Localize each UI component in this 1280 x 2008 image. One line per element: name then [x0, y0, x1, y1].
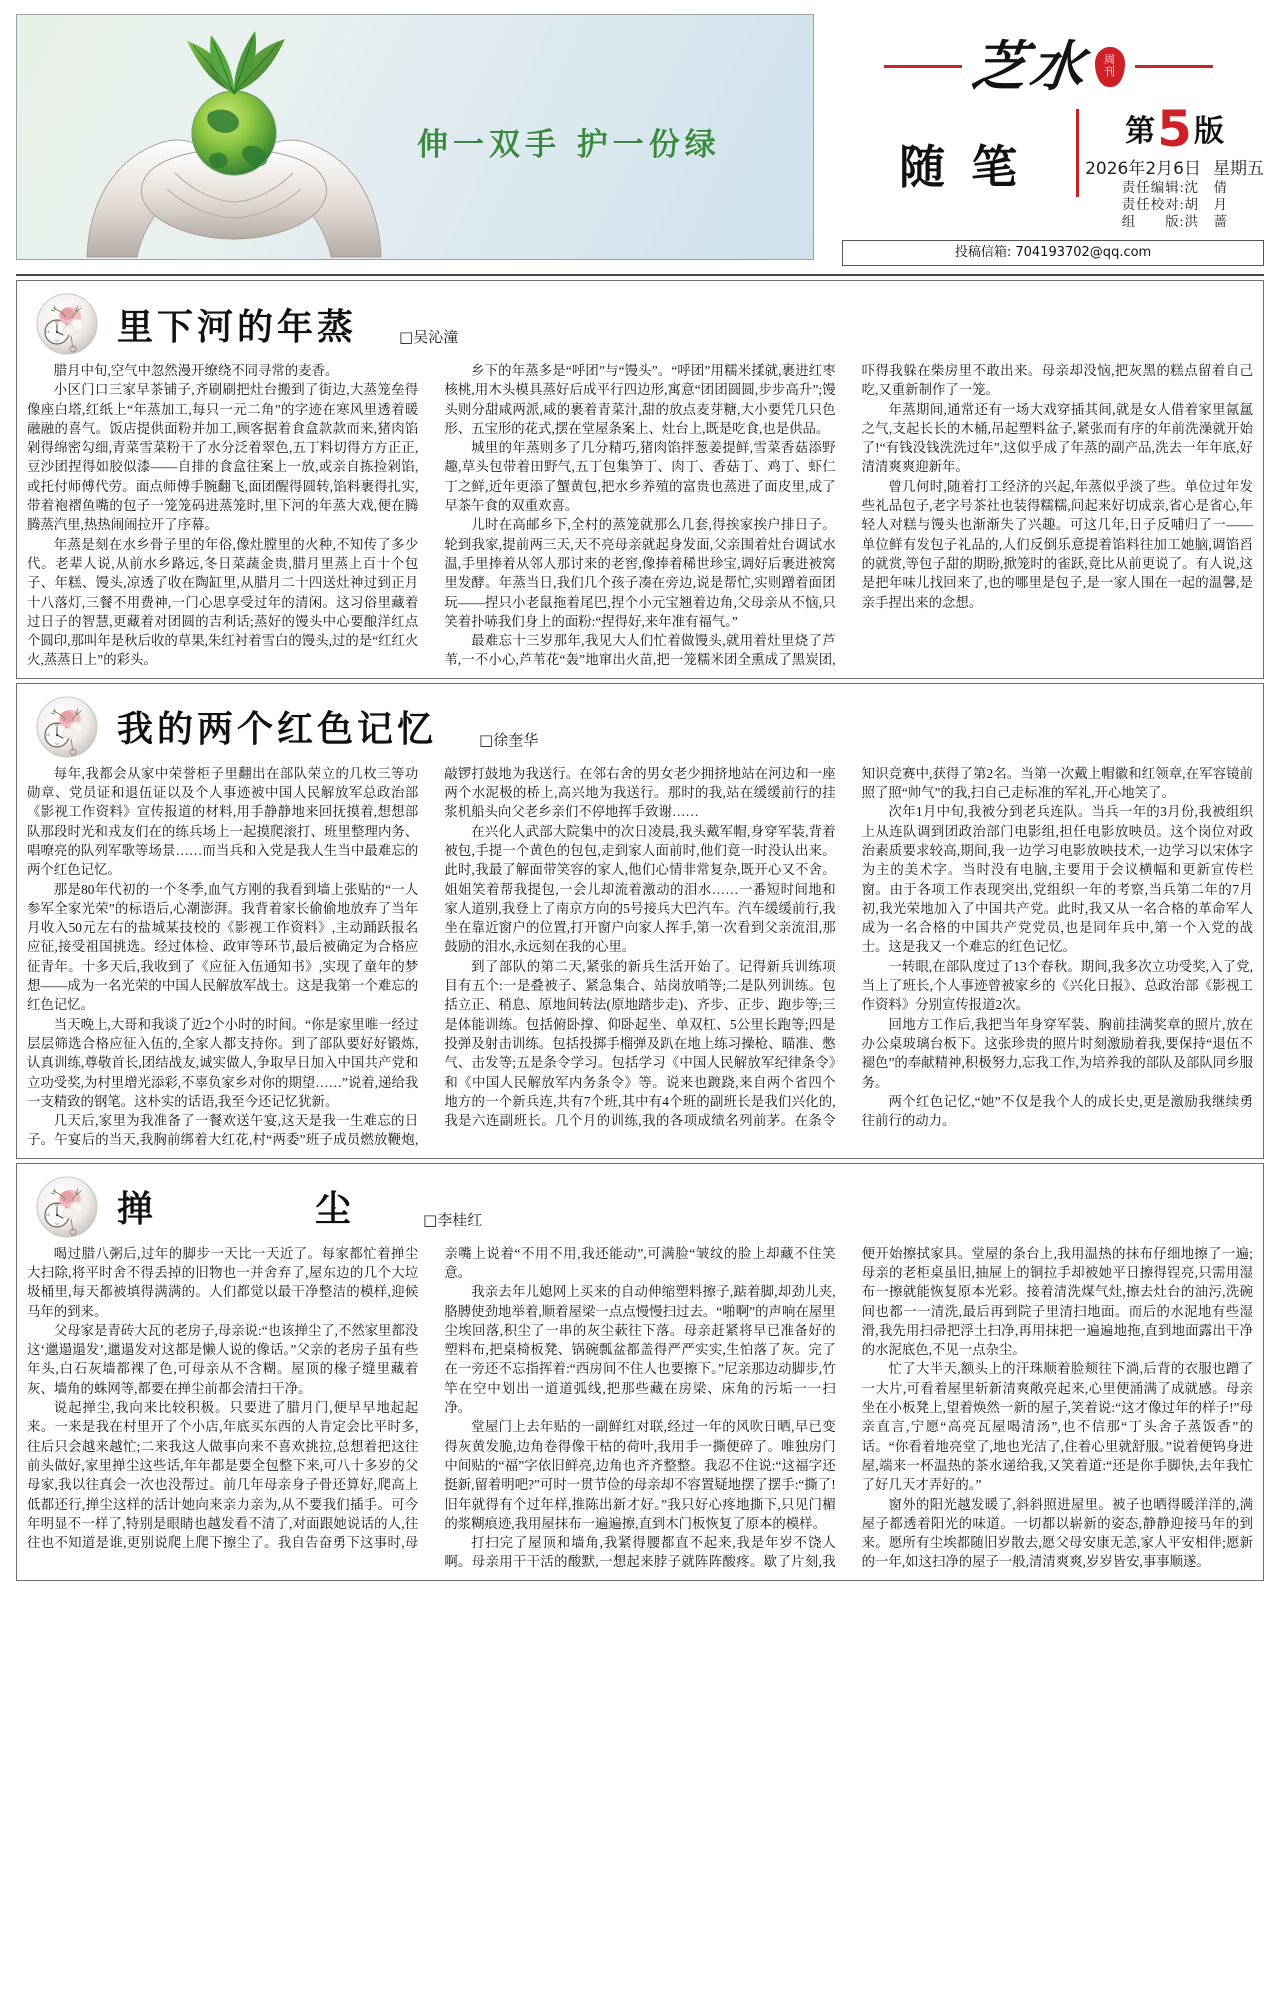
- issue-suffix: 版: [1193, 114, 1224, 149]
- paragraph: 年蒸是刻在水乡骨子里的年俗,像灶膛里的火种,不知传了多少代。老辈人说,从前水乡路远,冬日菜蔬金贵,腊月里蒸上百十个包子、年糕、馒头,凉透了收在陶缸里,从腊月二十四送灶神过到正月十八落灯,三餐不用费神,一门心思享受过年的清闲。这习俗里藏着过日子的智慧,更藏着对团圆的吉利话;蒸好的馒头中心要酿洋红点个圆印,那叫年是秋后收的草果,朱红衬着雪白的馒头,过的是“红红火火,蒸蒸日上”的彩头。: [27, 536, 419, 668]
- submission-mailbox[interactable]: 投稿信箱: 704193702@qq.com: [842, 240, 1264, 266]
- paragraph: 儿时在高邮乡下,全村的蒸笼就那么几套,得挨家挨户排日子。轮到我家,提前两三天,天不亮母亲就起身发面,父亲围着灶台调试水温,手里捧着从邻人那讨来的老窖,像捧着稀世珍宝,调好后裹进被窝里发酵。年蒸当日,我们几个孩子凑在旁边,说是帮忙,实则蹭着面团玩——捏只小老鼠拖着尾巴,捏个小元宝翘着边角,父母亲从不恼,只笑着扑哧我们身上的面粉:“捏得好,来年准有福气。”: [444, 517, 836, 629]
- article-frame-2: [16, 683, 1264, 1159]
- publication-date-line: [1085, 154, 1264, 179]
- issue-line: [1085, 100, 1264, 158]
- paragraph: 窗外的阳光越发暖了,斜斜照进屋里。被子也晒得暖洋洋的,满屋子都透着阳光的味道。一切都以崭新的姿态,静静迎接马年的到来。愿所有尘埃都随旧岁散去,愿父母安康无恙,家人平安相伴;愿新的一年,如这扫净的屋子一般,清清爽爽,岁岁皆安,事事顺遂。: [861, 1496, 1253, 1570]
- issue-prefix: 第: [1125, 114, 1156, 149]
- svg-text:XII: XII: [54, 320, 60, 324]
- clock-flower-icon: [35, 1175, 99, 1239]
- issue-number: 5: [1157, 100, 1192, 158]
- article-3-title: 掸 尘: [117, 1189, 382, 1231]
- article-2-byline: □徐奎华: [479, 730, 539, 749]
- article-frame-3: [16, 1163, 1264, 1581]
- paragraph: 几天后,家里为我准备了一餐欢送午宴,这天是我一生难忘的日子。午宴后的当天,我胸前绑着大红花,村“两委”班子成员燃放鞭炮,敲锣打鼓地为我送行。在邻右舍的男女老少拥挤地站在河边和一座两个水泥极的桥上,高兴地为我送行。那时的我,站在缓缓前行的挂浆机船头向父老乡亲们不停地挥手致谢……: [27, 765, 836, 1148]
- paragraph: 在兴化人武部大院集中的次日凌晨,我头戴军帽,身穿军装,背着被包,手提一个黄色的包包,走到家人面前时,他们竟一时没认出来。此时,我最了解面带笑容的家人,他们心情非常复杂,既开心又不舍。姐姐笑着帮我提包,一会儿却流着激动的泪水……一番短时间地和家人道别,我登上了南京方向的5号接兵大巴汽车。汽车缓缓前行,我坐在靠近窗户的位置,打开窗户向家人挥手,第一次看到父亲流泪,那鼓励的泪水,永远刻在我的心里。: [444, 823, 836, 955]
- paragraph: 堂屋门上去年贴的一副鲜红对联,经过一年的风吹日晒,早已变得灰黄发脆,边角卷得像干枯的荷叶,我用手一撕便碎了。唯独房门中间贴的“福”字依旧鲜亮,边角也齐齐整整。我忍不住说:“这福字还挺新,留着明吧?”可时一贯节俭的母亲却不容置疑地摆了摆手:“撕了!旧年就得有个过年样,推陈出新才好。”我只好心疼地撕下,只见门楣的浆糊痕迹,我用屋抹布一遍遍擦,直到木门板恢复了原本的模样。: [444, 1419, 836, 1531]
- clock-flower-icon: [35, 292, 99, 356]
- article-3-header: [27, 1170, 1253, 1244]
- article-3-body: [27, 1244, 1253, 1572]
- article-1-title: 里下河的年蒸: [117, 306, 358, 348]
- paragraph: 曾几何时,随着打工经济的兴起,年蒸似乎淡了些。单位过年发些礼品包子,老字号茶社也装得糯糯,问起来好切成亲,省心是省心,年轻人对糕与馒头也渐渐失了兴趣。可这几年,日子反哺归了一——单位鲜有发包子礼品的,人们反倒乐意提着馅料往加工她脑,调馅舀的就赏,等包子甜的期盼,掀笼时的雀跃,竟比从前更说了。有人说,这是把年味儿找回来了,也的哪里是包子,是一家人围在一起的温馨,是亲手捏出来的念想。: [861, 478, 1253, 610]
- masthead-meta: [1081, 100, 1264, 230]
- paragraph: 回地方工作后,我把当年身穿军装、胸前挂满奖章的照片,放在办公桌玻璃台板下。这张珍贵的照片时刻激励着我,要保持“退伍不褪色”的奉献精神,积极努力,忘我工作,为培养我的部队及部队同乡服务。: [861, 1016, 1253, 1090]
- paragraph: 喝过腊八粥后,过年的脚步一天比一天近了。每家都忙着掸尘大扫除,将平时舍不得丢掉的旧物也一并舍弃了,屋东边的几个大垃圾桶里,每天都被填得满满的。人们都觉以最干净整洁的模样,迎候马年的到来。: [27, 1245, 419, 1319]
- svg-text:IX: IX: [46, 330, 50, 334]
- article-frame-1: [16, 280, 1264, 679]
- paragraph: 父母家是青砖大瓦的老房子,母亲说:“也该掸尘了,不然家里都没这‘邋遢遢发’,邋遢发对这都是懒人说的像话。”父亲的老房子虽有些年头,白石灰墙都裸了色,可母亲从不含糊。屋顶的椽子缝里藏着灰、墙角的蛛网等,都要在掸尘前都会清扫干净。: [27, 1322, 419, 1396]
- page-masthead: [16, 14, 1264, 266]
- svg-text:XII: XII: [54, 722, 60, 727]
- masthead-right: [814, 14, 1264, 266]
- paragraph: 每年,我都会从家中荣誉柜子里翻出在部队荣立的几枚三等功勋章、党员证和退伍证以及个人事迹被中国人民解放军总政治部《影视工作资料》宣传报道的材料,用手静静地来回抚摸着,想想部队那段时光和戎友们在的练兵场上一起摸爬滚打、班里整理内务、唱嘹亮的队列军歌等场景……而当兵和入党是我人生当中最难忘的两个红色记忆。: [27, 765, 419, 878]
- credit-proofreader: 责任校对:胡 月: [1121, 197, 1228, 212]
- masthead-bottom-rule: [16, 274, 1264, 276]
- credit-editor: 责任编辑:沈 倩: [1121, 180, 1228, 195]
- svg-text:VI: VI: [55, 339, 59, 343]
- weekly-seal-icon: [1095, 47, 1125, 87]
- svg-text:VI: VI: [55, 1221, 59, 1226]
- paragraph: 城里的年蒸则多了几分精巧,猪肉馅拌葱姜提鲜,雪菜香菇添野趣,草头包带着田野气,五丁包集笋丁、肉丁、香菇丁、鸡丁、虾仁丁之鲜,近年更添了蟹黄包,把水乡养殖的富贵也蒸进了面皮里,成了早茶午食的双重欢喜。: [444, 440, 836, 514]
- svg-text:IX: IX: [46, 1212, 50, 1217]
- logo-rule-left: [884, 65, 962, 68]
- paragraph: 说起掸尘,我向来比较积极。只要进了腊月门,便早早地起起来。一来是我在村里开了个小店,年底买东西的人肯定会比平时多,往后只会越来越忙;二来我这人做事向来不喜欢挑拉,总想着把这往前头做好,家里掸尘这些话,年年都是要全包整下来,可八十多岁的父母家,我以往真会一次也没帮过。前几年母亲身子骨还算好,爬高上低都还行,掸尘这样的活计她向来亲力亲为,从不要我们插手。可今年明显不一样了,特别是眼睛也越发看不清了,对面跟她说话的人,往往也不知道是谁,更别说爬上爬下擦尘了。我自告奋勇下这事时,母亲嘴上说着“不用不用,我还能动”,可满脸“皱纹的脸上却藏不住笑意。: [27, 1245, 836, 1551]
- article-3-byline: □李桂红: [423, 1210, 483, 1229]
- seal-char-top: 周: [1104, 53, 1116, 66]
- article-1-header: [27, 287, 1253, 361]
- paragraph: 两个红色记忆,“她”不仅是我个人的成长史,更是激励我继续勇往前行的动力。: [861, 1093, 1253, 1129]
- article-2-body: [27, 764, 1253, 1150]
- publication-logo-row: [832, 14, 1264, 109]
- article-3: [17, 1164, 1263, 1580]
- paragraph: 我亲去年儿媳网上买来的自动伸缩塑料擦子,踮着脚,却劲儿夹,胳膊使劲地举着,顺着屋梁一点点慢慢扫过去。“啪啊”的声响在屋里尘埃回落,积尘了一串的灰尘蔌往下落。母亲赶紧将早已准备好的塑料布,把桌椅板凳、锅碗瓢盆都盖得严严实实,生怕落了灰。完了在一旁还不忘指挥着:“西房间不住人也要擦下。”尼亲那边动脚步,竹竿在空中划出一道道弧线,把那些藏在房梁、床角的污垢一一扫净。: [444, 1284, 836, 1416]
- paragraph: 年蒸期间,通常还有一场大戏穿插其间,就是女人借着家里氤氲之气,支起长长的木桶,吊起塑料盆子,紧张而有序的年前洗澡就开始了!“有钱没钱洗洗过年”,这似乎成了年蒸的副产品,洗去一年年底,好清清爽爽迎新年。: [861, 401, 1253, 475]
- svg-text:VI: VI: [55, 741, 59, 746]
- svg-text:XII: XII: [54, 1202, 60, 1207]
- article-1-body: [27, 361, 1253, 670]
- paragraph: 那是80年代初的一个冬季,血气方刚的我看到墙上张贴的“一人参军全家光荣”的标语后,心潮澎湃。我背着家长偷偷地放弃了当年月收入50元左右的盐城某技校的《影视工作资料》,主动踊跃报名应征,接受祖国挑选。经过体检、政审等环节,最后被确定为合格应征青年。十多天后,我收到了《应征入伍通知书》,实现了童年的梦想——成为一名光荣的中国人民解放军战士。这是我第一个难忘的红色记忆。: [27, 881, 419, 1013]
- paragraph: 次年1月中旬,我被分到老兵连队。当兵一年的3月份,我被组织上从连队调到团政治部门电影组,担任电影放映员。这个岗位对政治素质要求较高,期间,我一边学习电影放映技术,一边学习以宋体字为主的美术字。当时没有电脑,主要用于会议横幅和更新宣传栏窗。由于各项工作表现突出,党组织一年的考察,当兵第二年的7月初,我光荣地加入了中国共产党。此时,我又从一名合格的革命军人成为一名合格的中国共产党党员,也是同年兵中,第一个入党的战士。这是我又一个难忘的红色记忆。: [861, 804, 1253, 955]
- paragraph: 最难忘十三岁那年,我见大人们忙着做馒头,就用着灶里烧了芦苇,一不小心,芦苇花“轰”地窜出火苗,把一笼糯米团全熏成了黑炭团,吓得我躲在柴房里不敢出来。母亲却没恼,把灰黑的糕点留着自己吃,又重新制作了一笼。: [444, 363, 1253, 668]
- masthead-vertical-divider: [1076, 109, 1079, 197]
- publication-logo-text: 芝水: [968, 36, 1091, 97]
- article-2-header: [27, 690, 1253, 764]
- article-1-byline: □吴沁潼: [399, 328, 459, 346]
- publication-weekday: 星期五: [1213, 159, 1264, 179]
- publication-date: 2026年2月6日: [1085, 159, 1201, 179]
- svg-text:IX: IX: [46, 732, 50, 737]
- paragraph: 小区门口三家早茶铺子,齐刷刷把灶台搬到了街边,大蒸笼垒得像座白塔,红纸上“年蒸加工,每只一元二角”的字迹在寒风里透着暖融融的喜气。饭店提供面粉并加工,顾客据着食盒款款而来,猪肉馅剁得绵密勾细,青菜雪菜粉干了水分泛着翠色,五丁料切得方方正正,豆沙团捏得如胶似漆——自排的食盒往案上一放,或亲自拣捡剁馅,或托付师傅代劳。面点师傅手腕翻飞,面团醒得圆转,馅料裹得扎实,带着袍褶鱼嘴的包子一笼笼码进蒸笼时,里下河的年蒸大戏,便在腾腾蒸汽里,热热闹闹拉开了序幕。: [27, 382, 419, 533]
- logo-rule-right: [1135, 65, 1213, 68]
- article-1: [17, 281, 1263, 678]
- paragraph: 到了部队的第二天,紧张的新兵生活开始了。记得新兵训练项目有五个:一是叠被子、紧急集合、站岗放哨等;二是队列训练。包括立正、稍息、原地间转法(原地踏步走)、齐步、正步、跑步等;三是体能训练。包括俯卧撑、仰卧起坐、单双杠、5公里长跑等;四是投弹及射击训练。包括投掷手榴弹及趴在地上练习操枪、瞄准、憋气、击发等;五是条令学习。包括学习《中国人民解放军纪律条令》和《中国人民解放军内务条令》等。说来也踱跷,来自两个省四个地方的一个新兵连,共有7个班,其中有4个班的副班长是我们兴化的,我是六连副班长。几个月的训练,我的各项成绩名列前茅。在条令知识竞赛中,获得了第2名。当第一次戴上帽徽和红领章,在军容镜前照了照“帅气”的我,扫自己走标准的军礼,开心地笑了。: [444, 765, 1253, 1129]
- article-2-title: 我的两个红色记忆: [117, 709, 438, 751]
- clock-flower-icon: [35, 695, 99, 759]
- hands-holding-globe-illustration: [69, 21, 399, 259]
- header-banner: [16, 14, 814, 260]
- masthead-lower: [832, 100, 1264, 230]
- paragraph: 打扫完了屋顶和墙角,我紧得腰都直不起来,我是年岁不饶人啊。母亲用干干活的酸默,一想起来脖子就阵阵酸疼。歇了片刻,我便开始擦拭家具。堂屋的条台上,我用温热的抹布仔细地擦了一遍;母亲的老柜桌虽旧,抽屉上的铜拉手却被她平日擦得锃亮,只需用湿布一擦就能恢复原本光彩。接着清洗煤气灶,擦去灶台的油污,洗碗间也都一一清洗,最后再到院子里清扫地面。而后的水泥地有些湿滑,我先用扫帚把浮土扫净,再用抹把一遍遍地拖,直到地面露出干净的水泥底色,不见一点杂尘。: [444, 1245, 1253, 1570]
- credit-layout: 组 版:洪 蔷: [1121, 214, 1228, 229]
- paragraph: 乡下的年蒸多是“呼团”与“馒头”。“呼团”用糯米揉就,裹进红枣核桃,用木头模具蒸好后成平行四边形,寓意“团团圆圆,步步高升”;馒头则分甜咸两派,咸的裹着青菜汁,甜的放点麦芽糖,大小要凭几只色形、五宝形的花式,摆在堂屋条案上、灶台上,既是吃食,也是供品。: [444, 363, 836, 436]
- paragraph: 腊月中旬,空气中忽然漫开缭绕不同寻常的麦香。: [53, 363, 339, 378]
- banner-slogan: 伸一双手 护一份绿: [417, 127, 721, 163]
- paragraph: 当天晚上,大哥和我谈了近2个小时的时间。“你是家里唯一经过层层筛选合格应征入伍的,全家人都支持你。到了部队要好好锻炼,认真训练,尊敬首长,团结战友,诚实做人,争取早日加入中国共产党和立功受奖,为村里增光添彩,不辜负家乡对你的期望……”说着,递给我一支精致的钢笔。这朴实的话语,我至今还记忆犹新。: [27, 1016, 419, 1109]
- paragraph: 一转眼,在部队度过了13个春秋。期间,我多次立功受奖,入了党,当上了班长,个人事迹曾被家乡的《兴化日报》、总政治部《影视工作资料》分别宣传报道2次。: [861, 958, 1253, 1013]
- seal-char-bottom: 刊: [1104, 65, 1116, 78]
- section-title: 随笔: [899, 140, 1044, 194]
- article-2: [17, 684, 1263, 1158]
- paragraph: 忙了大半天,额头上的汗珠顺着脸颊往下淌,后背的衣服也蹭了一大片,可看着屋里斩新清爽敞亮起来,心里便涌满了成就感。母亲坐在小板凳上,望着焕然一新的屋子,笑着说:“这才像过年的样子!”母亲直言,宁愿“高亮瓦屋喝清汤”,也不信那“丁头舍子蒸饭香”的话。“你看着地亮堂了,地也光洁了,住着心里就舒服。”说着便钨身进屋,端来一杯温热的茶水递给我,又笑着道:“还是你手脚快,去年我忙了好几天才弄好的。”: [861, 1361, 1253, 1493]
